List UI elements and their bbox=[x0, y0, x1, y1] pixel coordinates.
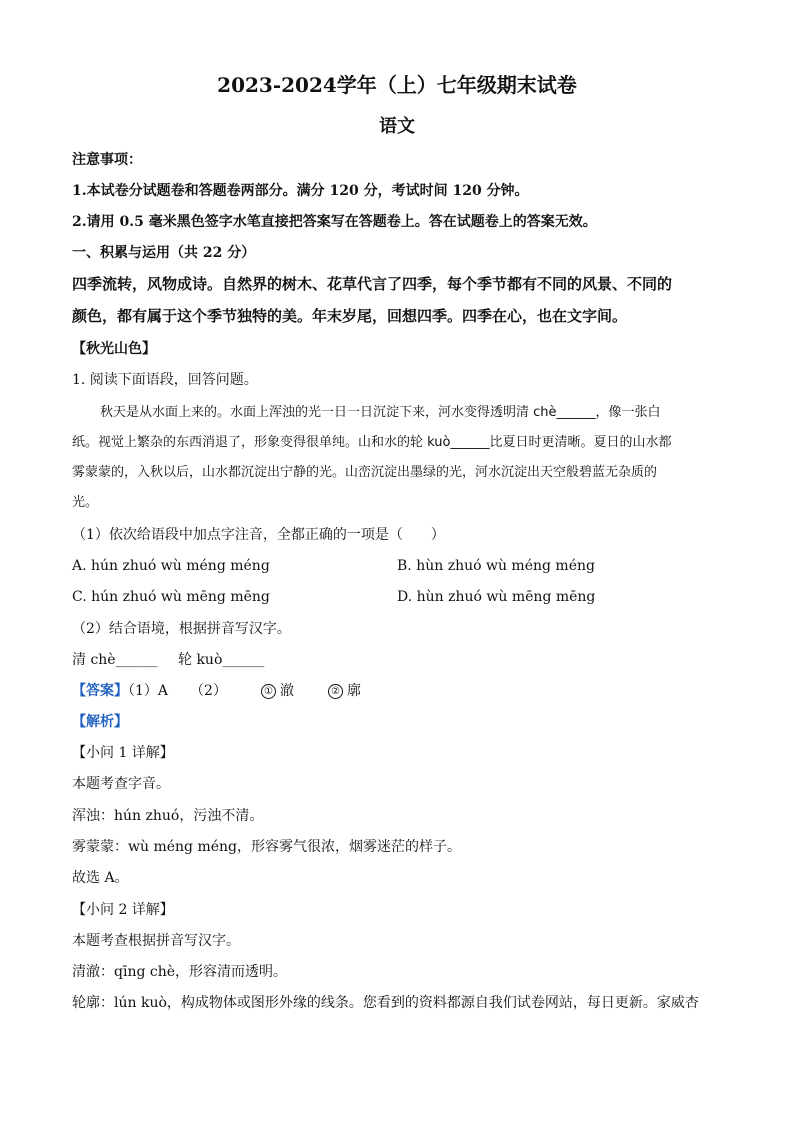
passage-line-3: 雾蒙蒙的，入秋以后，山水都沉淀出宁静的光。山峦沉淀出墨绿的光，河水沉淀出天空般碧蓝无杂质的 bbox=[72, 465, 658, 480]
analysis-tag: 【解析】 bbox=[72, 714, 128, 730]
option-a: A. hún zhuó wù méng méng bbox=[72, 558, 270, 574]
subject-title: 语文 bbox=[379, 116, 415, 137]
answer-part-2: （2） bbox=[190, 683, 227, 699]
detail-1-line-2: 浑浊：hún zhuó，污浊不清。 bbox=[72, 808, 264, 824]
answer-tag: 【答案】 bbox=[72, 683, 128, 699]
detail-1-heading: 【小问 1 详解】 bbox=[72, 745, 174, 761]
notes-item-1: 1.本试卷分试题卷和答题卷两部分。满分 120 分，考试时间 120 分钟。 bbox=[72, 183, 529, 199]
option-b: B. hùn zhuó wù méng méng bbox=[397, 558, 595, 574]
question-stem: 1. 阅读下面语段，回答问题。 bbox=[72, 372, 258, 388]
detail-1-line-3: 雾蒙蒙：wù méng méng，形容雾气很浓，烟雾迷茫的样子。 bbox=[72, 839, 461, 855]
exam-title: 2023-2024学年（上）七年级期末试卷 bbox=[217, 73, 577, 97]
subquestion-2-stem: （2）结合语境，根据拼音写汉字。 bbox=[72, 621, 291, 637]
subquestion-1-stem: （1）依次给语段中加点字注音，全都正确的一项是（ ） bbox=[72, 527, 445, 543]
subsection-heading: 【秋光山色】 bbox=[72, 341, 156, 357]
blank-kuo: 轮 kuò______ bbox=[178, 652, 265, 668]
blank-che: 清 chè______ bbox=[72, 652, 158, 668]
passage-line-1: 秋天是从水面上来的。水面上浑浊的光一日一日沉淀下来，河水变得透明清 chè______，像一张白 bbox=[100, 405, 661, 420]
answer-part-1: （1）A bbox=[128, 683, 169, 699]
passage-line-2: 纸。视觉上繁杂的东西消退了，形象变得很单纯。山和水的轮 kuò______比夏日时更清晰。夏日的山水都 bbox=[72, 435, 672, 450]
notes-heading: 注意事项： bbox=[72, 152, 142, 168]
answer-mark-1: ① bbox=[261, 684, 276, 699]
detail-2-line-3: 轮廓：lún kuò，构成物体或图形外缘的线条。您看到的资料都源自我们试卷网站，每日更新。家威杏 bbox=[72, 995, 699, 1011]
section-intro-line-2: 颜色，都有属于这个季节独特的美。年末岁尾，回想四季。四季在心，也在文字间。 bbox=[72, 307, 628, 325]
answer-mark-2: ② bbox=[328, 684, 343, 699]
section-heading: 一、积累与运用（共 22 分） bbox=[72, 245, 256, 261]
detail-1-line-4: 故选 A。 bbox=[72, 870, 129, 886]
section-intro-line-1: 四季流转，风物成诗。自然界的树木、花草代言了四季，每个季节都有不同的风景、不同的 bbox=[72, 275, 673, 293]
answer-row bbox=[72, 681, 361, 701]
passage-line-4: 光。 bbox=[72, 495, 99, 510]
notes-item-2: 2.请用 0.5 毫米黑色签字水笔直接把答案写在答题卷上。答在试题卷上的答案无效。 bbox=[72, 214, 597, 230]
option-c: C. hún zhuó wù mēng mēng bbox=[72, 589, 270, 605]
detail-2-line-1: 本题考查根据拼音写汉字。 bbox=[72, 933, 240, 949]
detail-1-line-1: 本题考查字音。 bbox=[72, 776, 170, 792]
detail-2-line-2: 清澈：qīng chè，形容清而透明。 bbox=[72, 964, 288, 980]
option-d: D. hùn zhuó wù mēng mēng bbox=[397, 589, 596, 605]
answer-value-2: 廓 bbox=[346, 683, 361, 699]
detail-2-heading: 【小问 2 详解】 bbox=[72, 902, 174, 918]
answer-value-1: 澈 bbox=[279, 683, 294, 699]
